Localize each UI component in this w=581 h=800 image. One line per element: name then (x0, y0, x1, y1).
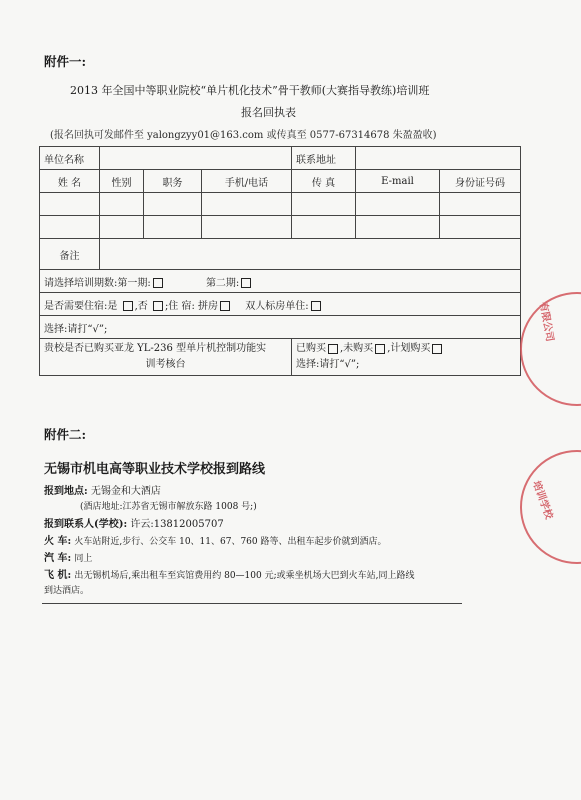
lodging-share-label: ;住 宿: 拼房 (164, 300, 219, 312)
header-position: 职务 (144, 170, 202, 193)
second-period-label: 第二期: (205, 277, 240, 289)
remarks-field[interactable] (100, 239, 521, 270)
header-fax: 传 真 (292, 170, 356, 193)
table-cell[interactable] (202, 216, 292, 239)
plane-value-continued: 到达酒店。 (44, 586, 90, 596)
purchase-question-line1: 贵校是否已购买亚龙 YL-236 型单片机控制功能实 (44, 343, 267, 354)
table-cell[interactable] (100, 216, 144, 239)
bought-checkbox[interactable] (328, 344, 338, 354)
purchase-options (292, 339, 521, 376)
table-cell[interactable] (440, 193, 521, 216)
first-period-checkbox[interactable] (153, 278, 163, 288)
table-cell[interactable] (292, 216, 356, 239)
plane-row (44, 566, 414, 581)
header-id-number: 身份证号码 (440, 170, 521, 193)
title-line2: 报名回执表 (241, 106, 296, 119)
train-label: 火 车: (44, 536, 72, 547)
header-name: 姓 名 (40, 170, 100, 193)
contact-address-label: 联系地址 (292, 147, 356, 170)
contact-label: 报到联系人(学校): (44, 519, 128, 530)
red-seal-stamp-2 (520, 450, 581, 564)
seal-text: 有限公司 (537, 301, 555, 343)
title-line1: 2013 年全国中等职业院校“单片机化技术”骨干教师(大赛指导教练)培训班 (70, 84, 430, 97)
contact-address-field[interactable] (356, 147, 521, 170)
train-row (44, 532, 387, 547)
unit-name-field[interactable] (100, 147, 292, 170)
table-cell[interactable] (440, 216, 521, 239)
table-cell[interactable] (144, 193, 202, 216)
lodging-row (40, 293, 521, 316)
select-note-row: 选择:请打“√”; (40, 316, 521, 339)
table-cell[interactable] (356, 216, 440, 239)
purchase-question (40, 339, 292, 376)
location-row (44, 482, 161, 497)
plan-buy-label: ,计划购买 (387, 343, 431, 354)
red-seal-stamp (520, 292, 581, 406)
location-label: 报到地点: (44, 486, 88, 497)
route-title: 无锡市机电高等职业技术学校报到路线 (44, 462, 266, 477)
remarks-label: 备注 (40, 239, 100, 270)
table-cell[interactable] (202, 193, 292, 216)
second-period-checkbox[interactable] (241, 278, 251, 288)
contact-row (44, 515, 224, 530)
double-room-checkbox[interactable] (311, 301, 321, 311)
not-bought-label: ,未购买 (340, 343, 374, 354)
table-cell[interactable] (292, 193, 356, 216)
attachment2-label: 附件二: (44, 427, 87, 442)
header-email: E-mail (356, 170, 440, 193)
car-label: 汽 车: (44, 553, 72, 564)
car-value: 同上 (74, 554, 93, 564)
unit-name-label: 单位名称 (40, 147, 100, 170)
train-value: 火车站附近,步行、公交车 10、11、67、760 路等、出租车起步价就到酒店。 (74, 537, 387, 547)
purchase-select-note: 选择:请打“√”; (296, 359, 360, 370)
shared-room-checkbox[interactable] (220, 301, 230, 311)
attachment1-label: 附件一: (44, 54, 87, 69)
plane-label: 飞 机: (44, 570, 72, 581)
plane-value: 出无锡机场后,乘出租车至宾馆费用约 80—100 元;或乘坐机场大巴到火车站,同上路线 (74, 571, 415, 581)
purchase-question-line2: 训考核台 (145, 359, 186, 370)
double-room-label: 双人标房单住: (245, 300, 309, 312)
bought-label: 已购买 (296, 343, 326, 354)
lodging-yes-checkbox[interactable] (123, 301, 133, 311)
registration-form (39, 146, 521, 376)
lodging-label: 是否需要住宿:是 (44, 300, 118, 312)
header-phone: 手机/电话 (202, 170, 292, 193)
location-value: 无锡金和大酒店 (90, 486, 161, 497)
contact-value: 许云:13812005707 (130, 519, 224, 530)
training-period-row (40, 270, 521, 293)
submission-note: (报名回执可发邮件至 yalongzyy01@163.com 或传真至 0577-67314678 朱盈盈收) (50, 130, 437, 141)
not-bought-checkbox[interactable] (375, 344, 385, 354)
lodging-no-checkbox[interactable] (153, 301, 163, 311)
header-gender: 性别 (100, 170, 144, 193)
seal-text-2: 培训学校 (530, 479, 555, 521)
hotel-address: (酒店地址:江苏省无锡市解放东路 1008 号;) (80, 502, 257, 512)
table-cell[interactable] (356, 193, 440, 216)
table-cell[interactable] (144, 216, 202, 239)
plan-buy-checkbox[interactable] (432, 344, 442, 354)
table-cell[interactable] (40, 193, 100, 216)
training-period-label: 请选择培训期数:第一期: (44, 277, 151, 289)
car-row (44, 549, 92, 564)
table-cell[interactable] (40, 216, 100, 239)
table-cell[interactable] (100, 193, 144, 216)
divider-line (42, 603, 462, 604)
lodging-no-label: ,否 (134, 300, 148, 312)
